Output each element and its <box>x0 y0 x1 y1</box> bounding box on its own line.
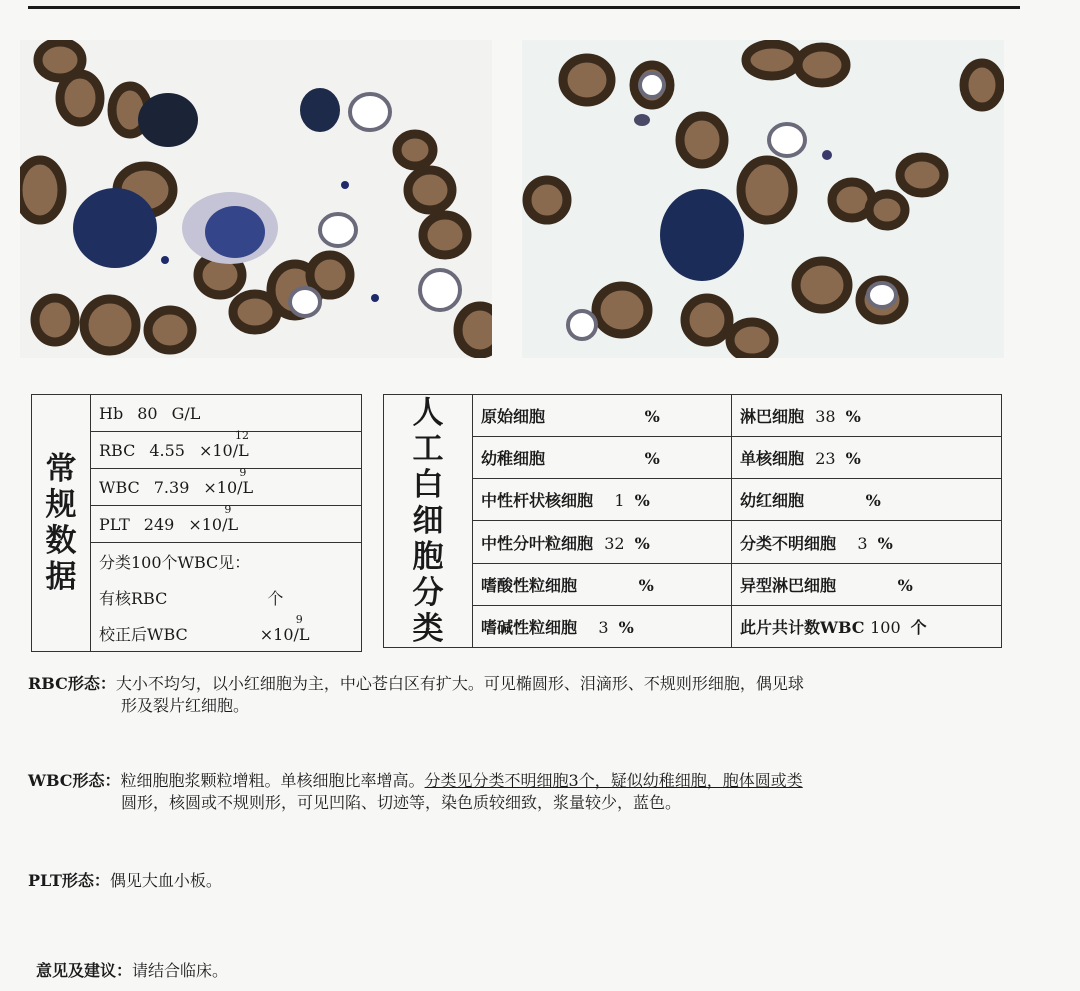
blood-smear-image-left <box>20 40 492 358</box>
wbc-morphology-underlined: 分类见分类不明细胞3个，疑似幼稚细胞，胞体圆或类 <box>424 771 803 790</box>
plt-row: PLT 249 ×10/L 9 <box>91 506 362 543</box>
rbc-morphology-text-cont: 形及裂片红细胞。 <box>121 696 250 715</box>
rbc-morphology <box>28 673 1018 717</box>
manual-wbc-table <box>383 394 1002 648</box>
plt-morphology-text: 偶见大血小板。 <box>109 871 222 890</box>
wbc-row: WBC 7.39 ×10/L 9 <box>91 469 362 506</box>
nrbc-row: 有核RBC 个 <box>91 579 362 615</box>
manual-right-row: 单核细胞 23 % <box>732 437 1002 479</box>
wbc-morphology <box>28 770 1018 814</box>
manual-left-row: 中性分叶粒细胞 32 % <box>473 521 732 563</box>
classification-line: 分类100个WBC见： <box>91 543 362 580</box>
manual-left-row: 嗜酸性粒细胞 % <box>473 563 732 605</box>
manual-left-row: 嗜碱性粒细胞 3 % <box>473 605 732 647</box>
manual-right-row: 分类不明细胞 3 % <box>732 521 1002 563</box>
rbc-morphology-label: RBC形态： <box>28 674 116 693</box>
advice-label: 意见及建议： <box>36 961 133 980</box>
plt-morphology-label: PLT形态： <box>28 871 110 890</box>
manual-right-row: 幼红细胞 % <box>732 479 1002 521</box>
rbc-morphology-text: 大小不均匀，以小红细胞为主，中心苍白区有扩大。可见椭圆形、泪滴形、不规则形细胞，偶见球 <box>115 674 804 693</box>
manual-left-row: 中性杆状核细胞 1 % <box>473 479 732 521</box>
top-rule <box>28 6 1020 9</box>
routine-heading: 常 规 数 据 <box>32 395 91 652</box>
wbc-morphology-label: WBC形态： <box>28 771 121 790</box>
blood-smear-image-right <box>522 40 1004 358</box>
hb-row: Hb 80 G/L <box>91 395 362 432</box>
plt-morphology <box>28 870 222 892</box>
advice-text: 请结合临床。 <box>132 961 229 980</box>
wbc-morphology-text: 粒细胞胞浆颗粒增粗。单核细胞比率增高。 <box>120 771 425 790</box>
advice <box>36 960 228 982</box>
manual-right-row: 异型淋巴细胞 % <box>732 563 1002 605</box>
wbc-morphology-text-cont: 圆形，核圆或不规则形，可见凹陷、切迹等，染色质较细致，浆量较少，蓝色。 <box>121 793 682 812</box>
manual-right-row: 此片共计数WBC 100 个 <box>732 605 1002 647</box>
rbc-row: RBC 4.55 ×10/L 12 <box>91 432 362 469</box>
corrected-wbc-row: 校正后WBC ×10/L 9 <box>91 615 362 652</box>
manual-right-row: 淋巴细胞 38 % <box>732 395 1002 437</box>
manual-left-row: 幼稚细胞 % <box>473 437 732 479</box>
routine-data-table <box>31 394 362 652</box>
manual-heading: 人 工 白 细 胞 分 类 <box>384 395 473 648</box>
manual-left-row: 原始细胞 % <box>473 395 732 437</box>
